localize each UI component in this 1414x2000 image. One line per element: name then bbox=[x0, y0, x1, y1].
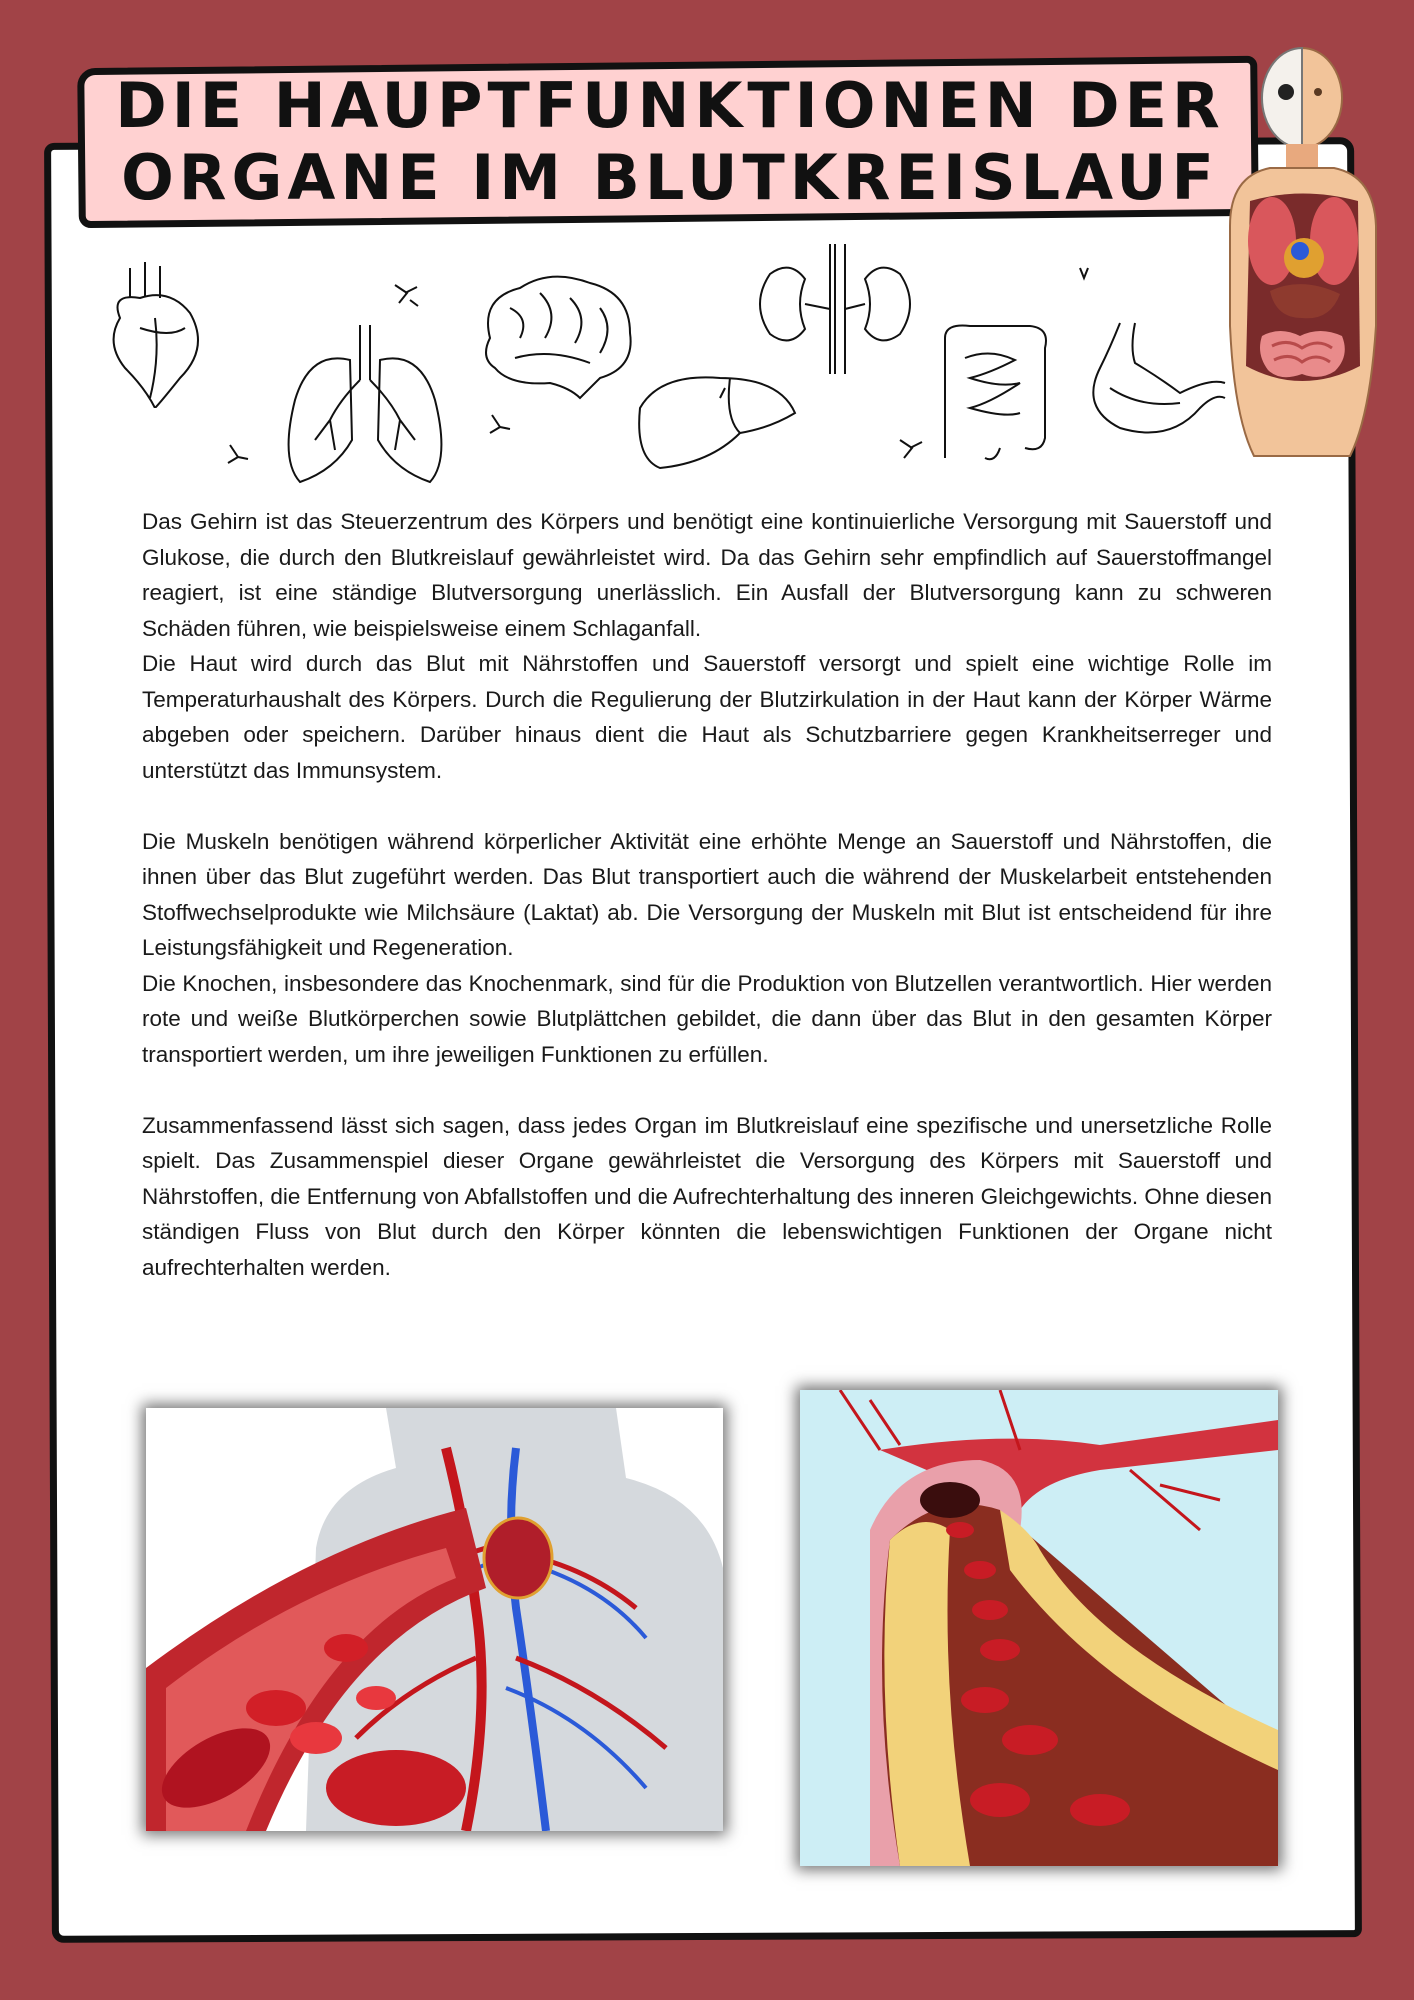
doodle-marks bbox=[0, 0, 1414, 500]
title-line-2: ORGANE IM BLUTKREISLAUF bbox=[121, 141, 1219, 214]
paragraph-summary: Zusammenfassend lässt sich sagen, dass jedes Organ im Blutkreislauf eine spezifische und unersetzliche Rolle spielt. Das Zusammenspiel dieser Organe gewährleistet die Versorgung des Körpers mit Sauerstoff und Nährstoffen, die Entfernung von Abfallstoffen und die Aufrechterhaltung des inneren Gleichgewichts. Ohne diesen ständigen Fluss von Blut durch den Körper könnten die lebenswichtigen Funktionen der Organe nicht aufrechterhalten werden. bbox=[142, 1112, 1272, 1280]
title-line-1: DIE HAUPTFUNKTIONEN DER bbox=[115, 69, 1225, 142]
paragraph-muscles: Die Muskeln benötigen während körperlicher Aktivität eine erhöhte Menge an Sauerstoff und Nährstoffen, die ihnen über das Blut zugeführt werden. Das Blut transportiert auch die während der Muskelarbeit entstehenden Stoffwechselprodukte wie Milchsäure (Laktat) ab. Die Versorgung der Muskeln mit Blut ist entscheidend für ihre Leistungsfähigkeit und Regeneration. bbox=[142, 828, 1272, 960]
paragraph-brain: Das Gehirn ist das Steuerzentrum des Körpers und benötigt eine kontinuierliche Versorgung mit Sauerstoff und Glukose, die durch den Blutkreislauf gewährleistet wird. Da das Gehirn sehr empfindlich auf Sauerstoffmangel reagiert, ist eine ständige Blutversorgung unerlässlich. Ein Ausfall der Blutversorgung kann zu schweren Schäden führen, wie beispielsweise einem Schlaganfall. bbox=[142, 509, 1272, 641]
article-body bbox=[142, 504, 1272, 1285]
circulatory-system-image bbox=[146, 1408, 723, 1831]
paragraph-skin: Die Haut wird durch das Blut mit Nährstoffen und Sauerstoff versorgt und spielt eine wichtige Rolle im Temperaturhaushalt des Körpers. Durch die Regulierung der Blutzirkulation in der Haut kann der Körper Wärme abgeben oder speichern. Darüber hinaus dient die Haut als Schutzbarriere gegen Krankheitserreger und unterstützt das Immunsystem. bbox=[142, 651, 1272, 783]
paragraph-bones: Die Knochen, insbesondere das Knochenmark, sind für die Produktion von Blutzellen verantwortlich. Hier werden rote und weiße Blutkörperchen sowie Blutplättchen gebildet, die dann über das Blut in den gesamten Körper transportiert werden, um ihre jeweiligen Funktionen zu erfüllen. bbox=[142, 970, 1272, 1067]
artery-plaque-image bbox=[800, 1390, 1278, 1866]
